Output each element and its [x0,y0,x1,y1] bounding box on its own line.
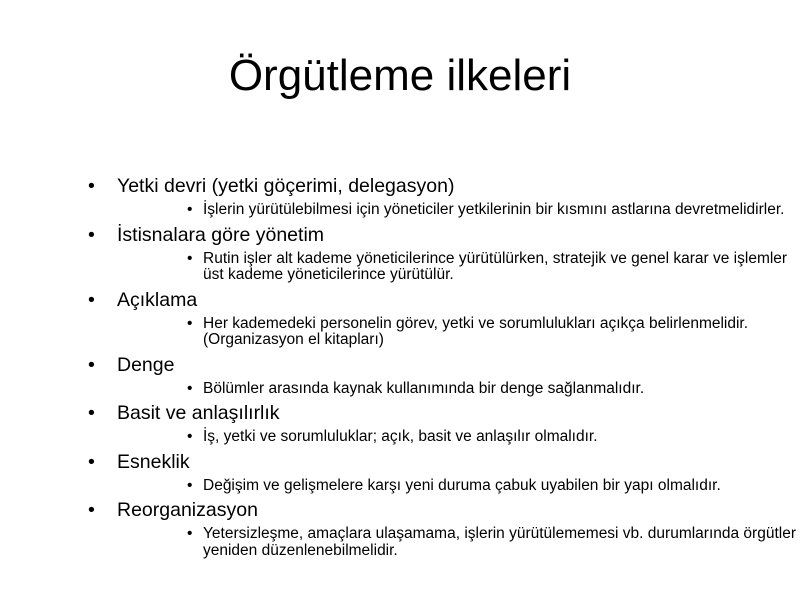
bullet-heading: • Esneklik [88,450,800,475]
bullet-heading: • Basit ve anlaşılırlık [88,401,800,426]
bullet-heading: • Denge [88,353,800,378]
list-item [88,288,800,349]
list-item [88,174,800,219]
slide-title: Örgütleme ilkeleri [228,51,572,100]
list-item [88,450,800,495]
bullet-heading: • Reorganizasyon [88,498,800,523]
bullet-heading: • Açıklama [88,288,800,313]
bullet-detail: • Her kademedeki personelin görev, yetki ve sorumlulukları açıkça belirlenmelidir. (Organizasyon el kitapları) [187,316,798,349]
list-item [88,498,800,559]
bullet-detail: • Değişim ve gelişmelere karşı yeni duruma çabuk uyabilen bir yapı olmalıdır. [187,478,798,495]
list-item [88,353,800,398]
bullet-detail: • Yetersizleşme, amaçlara ulaşamama, işlerin yürütülememesi vb. durumlarında örgütler yeniden düzenlenebilmelidir. [187,526,798,559]
bullet-detail: • İş, yetki ve sorumluluklar; açık, basit ve anlaşılır olmalıdır. [187,429,798,446]
list-item [88,401,800,446]
bullet-heading: • İstisnalara göre yönetim [88,223,800,248]
bullet-detail: • Bölümler arasında kaynak kullanımında bir denge sağlanmalıdır. [187,381,798,398]
bullet-detail: • Rutin işler alt kademe yöneticilerince yürütülürken, stratejik ve genel karar ve işlemler üst kademe yöneticilerince yürütülür. [187,251,798,284]
list-item [88,223,800,284]
bullet-heading: • Yetki devri (yetki göçerimi, delegasyon) [88,174,800,199]
bullet-list [88,174,800,563]
bullet-detail: • İşlerin yürütülebilmesi için yöneticiler yetkilerinin bir kısmını astlarına devretmelidirler. [187,202,798,219]
